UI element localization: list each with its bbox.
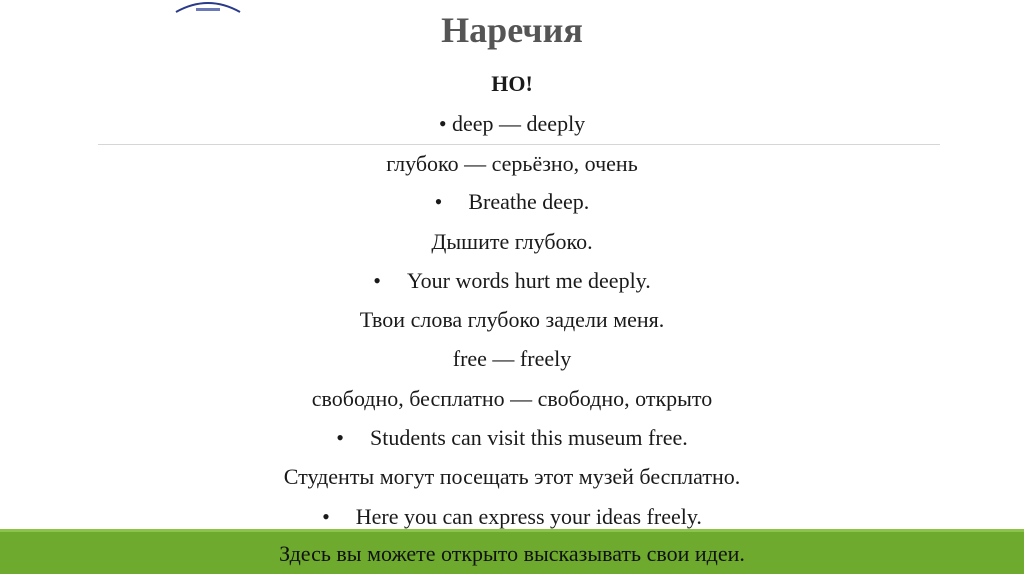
bullet-icon: • (336, 425, 344, 450)
translation-ideas: Здесь вы можете открыто высказывать свои идеи. (279, 541, 745, 566)
word-pair-deep: • deep — deeply (438, 111, 586, 136)
bullet-icon: • (373, 268, 381, 293)
page-title: Наречия (441, 10, 583, 50)
example-text: Breathe deep. (468, 189, 590, 214)
example-words (0, 267, 1024, 295)
bullet-icon: • (322, 504, 330, 529)
translation-museum: Студенты могут посещать этот музей бесплатно. (283, 464, 741, 489)
example-ideas (0, 503, 1024, 531)
example-breathe (0, 188, 1024, 216)
example-text: Your words hurt me deeply. (406, 268, 651, 293)
translation-deep: глубоко — серьёзно, очень (386, 151, 638, 176)
divider (98, 144, 940, 145)
translation-free: свободно, бесплатно — свободно, открыто (311, 386, 713, 411)
bullet-icon: • (434, 189, 443, 214)
translation-words: Твои слова глубоко задели меня. (359, 307, 665, 332)
translation-breathe: Дышите глубоко. (431, 229, 593, 254)
subtitle: НО! (491, 71, 533, 96)
example-text: Students can visit this museum free. (369, 425, 688, 450)
example-museum (0, 424, 1024, 452)
example-text: Here you can express your ideas freely. (355, 504, 702, 529)
word-pair-free: free — freely (452, 346, 572, 371)
